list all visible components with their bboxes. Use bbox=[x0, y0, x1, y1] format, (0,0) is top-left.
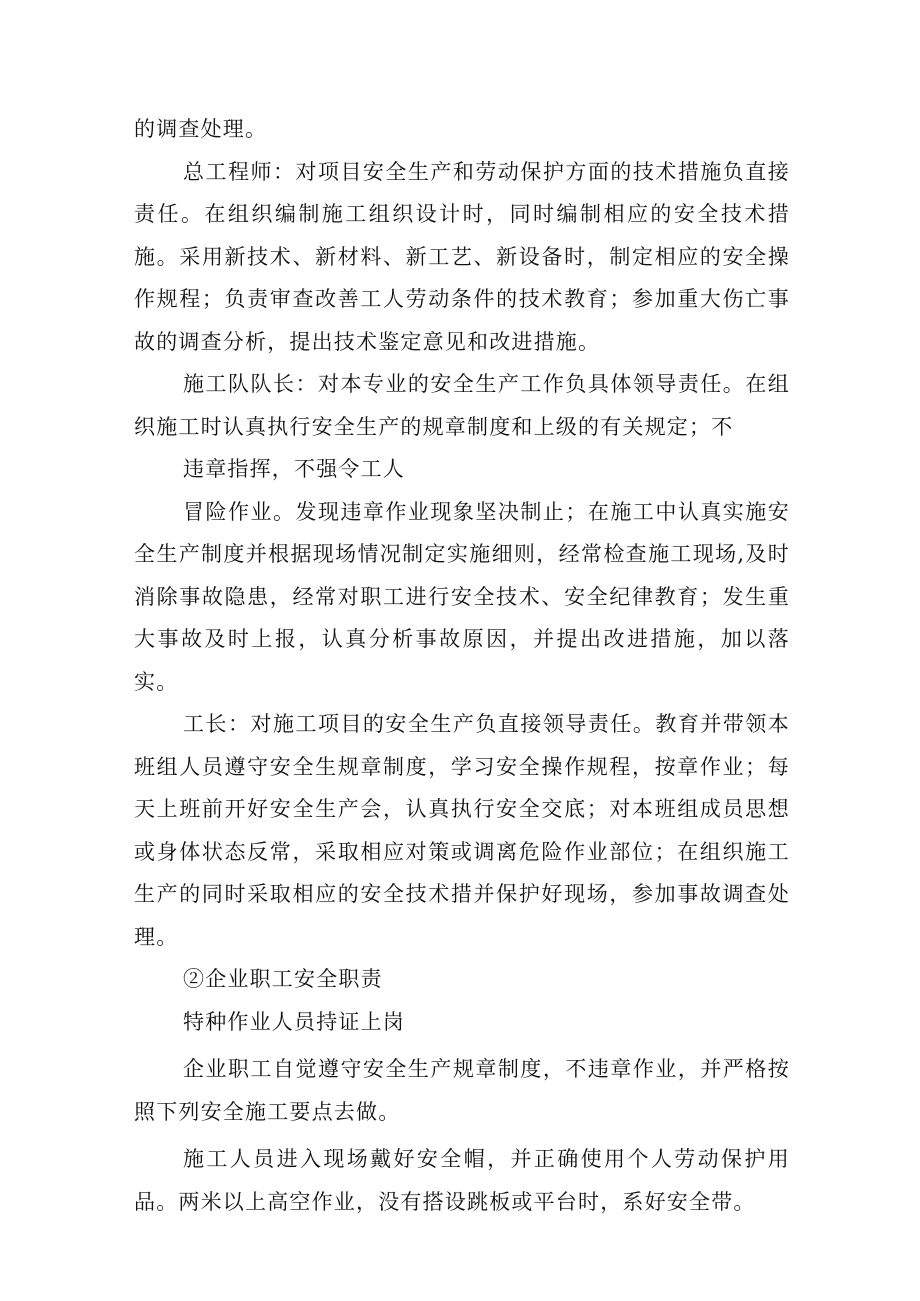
paragraph-employee-compliance: 企业职工自觉遵守安全生产规章制度，不违章作业，并严格按照下列安全施工要点去做。 bbox=[134, 1057, 790, 1124]
paragraph-certified-workers: 特种作业人员持证上岗 bbox=[183, 1009, 405, 1034]
paragraph-1: 的调查处理。 bbox=[134, 117, 268, 141]
paragraph-team-leader: 施工队队长：对本专业的安全生产工作负具体领导责任。在组织施工时认真执行安全生产的规章制度和上级的有关规定；不 bbox=[134, 372, 790, 439]
paragraph-safety-helmet: 施工人员进入现场戴好安全帽，并正确使用个人劳动保护用品。两米以上高空作业，没有搭设跳板或平台时，系好安全带。 bbox=[134, 1147, 790, 1214]
paragraph-chief-engineer: 总工程师：对项目安全生产和劳动保护方面的技术措施负直接责任。在组织编制施工组织设计时，同时编制相应的安全技术措施。采用新技术、新材料、新工艺、新设备时，制定相应的安全操作规程；负责审查改善工人劳动条件的技术教育；参加重大伤亡事故的调查分析，提出技术鉴定意见和改进措施。 bbox=[134, 159, 790, 354]
paragraph-risk-work: 冒险作业。发现违章作业现象坚决制止；在施工中认真实施安全生产制度并根据现场情况制定实施细则，经常检查施工现场,及时消除事故隐患，经常对职工进行安全技术、安全纪律教育；发生重大事故及时上报，认真分析事故原因，并提出改进措施，加以落实。 bbox=[134, 499, 790, 694]
section-heading-employee-duties: ②企业职工安全职责 bbox=[183, 967, 383, 991]
paragraph-foreman: 工长：对施工项目的安全生产负直接领导责任。教育并带领本班组人员遵守安全生规章制度，学习安全操作规程，按章作业；每天上班前开好安全生产会，认真执行安全交底；对本班组成员思想或身体状态反常，采取相应对策或调离危险作业部位；在组织施工生产的同时采取相应的安全技术措并保护好现场，参加事故调查处理。 bbox=[134, 712, 790, 949]
document-body bbox=[134, 108, 790, 1223]
paragraph-no-violation: 违章指挥，不强令工人 bbox=[183, 457, 405, 481]
